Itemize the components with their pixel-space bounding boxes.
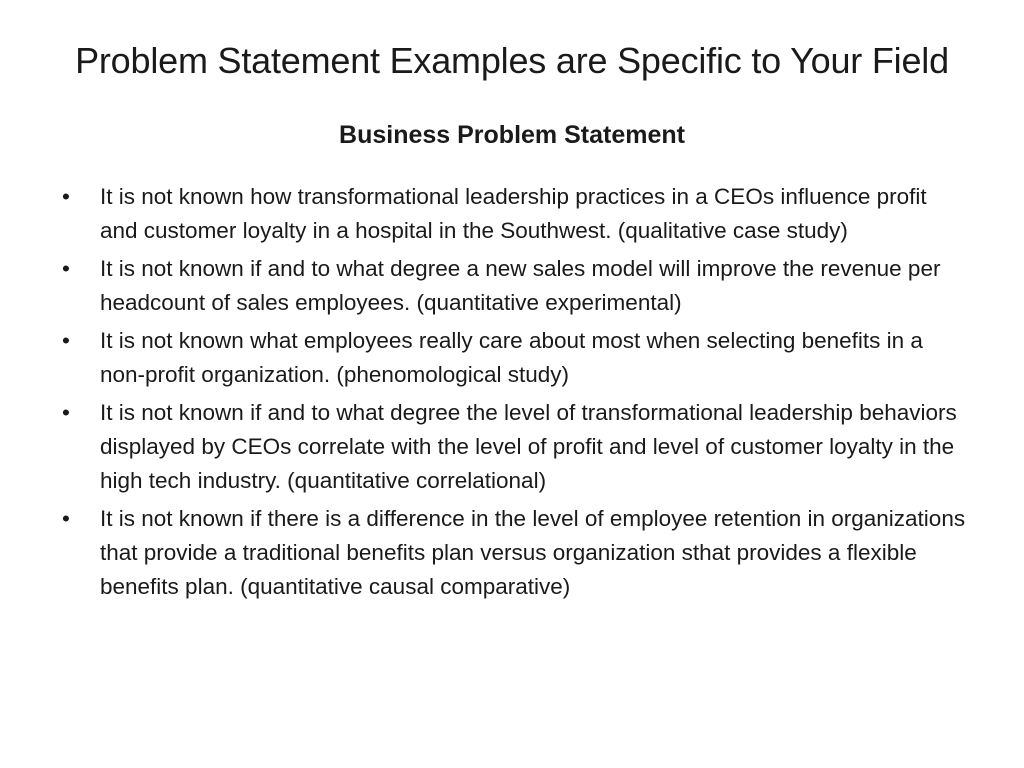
bullet-item <box>62 396 967 498</box>
bullet-icon: • <box>62 184 70 209</box>
bullet-item <box>62 252 967 320</box>
bullet-text: It is not known if and to what degree the level of transformational leadership behaviors displayed by CEOs correlate with the level of profit and level of customer loyalty in the high tech industry. (quantitative correlational) <box>100 400 957 493</box>
bullet-text: It is not known how transformational leadership practices in a CEOs influence profit and customer loyalty in a hospital in the Southwest. (qualitative case study) <box>100 184 927 243</box>
bullet-icon: • <box>62 506 70 531</box>
bullet-text: It is not known if there is a difference in the level of employee retention in organizations that provide a traditional benefits plan versus organization sthat provides a flexible benefits plan. (quantitative causal comparative) <box>100 506 966 599</box>
bullet-list <box>62 180 967 608</box>
bullet-item <box>62 502 967 604</box>
bullet-icon: • <box>62 400 70 425</box>
bullet-icon: • <box>62 328 70 353</box>
bullet-icon: • <box>62 256 70 281</box>
bullet-text: It is not known if and to what degree a new sales model will improve the revenue per headcount of sales employees. (quantitative experimental) <box>100 256 941 315</box>
slide-subtitle: Business Problem Statement <box>339 121 685 149</box>
bullet-item <box>62 324 967 392</box>
bullet-text: It is not known what employees really care about most when selecting benefits in a non-profit organization. (phenomological study) <box>100 328 923 387</box>
bullet-item <box>62 180 967 248</box>
slide-title: Problem Statement Examples are Specific to Your Field <box>75 40 949 81</box>
